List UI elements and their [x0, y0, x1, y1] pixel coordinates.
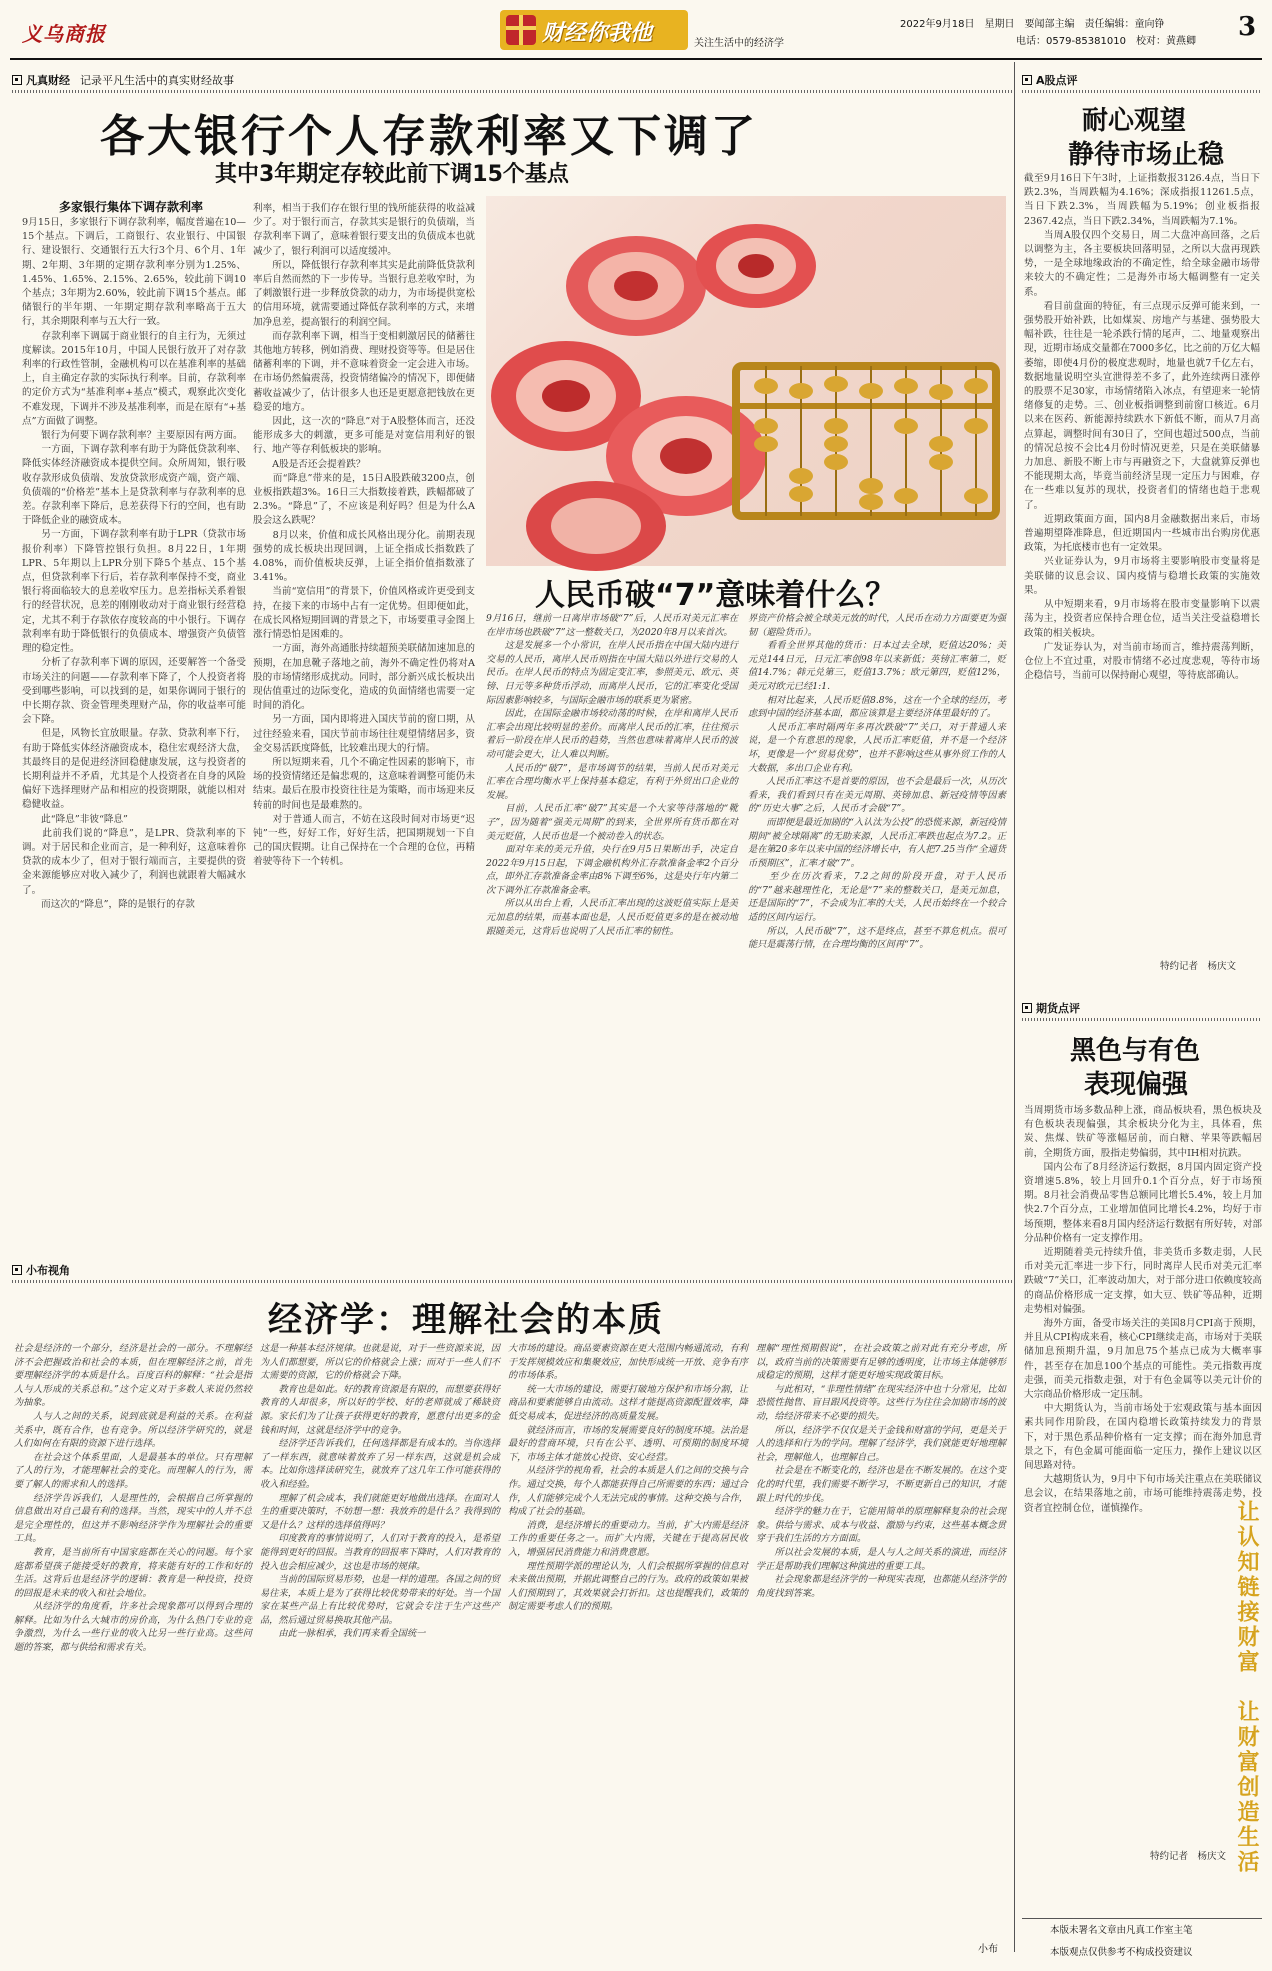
sidebar-b-author: 特约记者 杨庆文: [1150, 1851, 1227, 1862]
a-share-tag: [1022, 72, 1078, 88]
abacus-graphic: [736, 366, 996, 516]
futures-tag-rule: [1022, 1018, 1260, 1021]
tag-square-icon: [12, 1265, 22, 1275]
main-tag-rule: [12, 90, 1012, 93]
futures-tag-label: 期货点评: [1036, 1002, 1080, 1015]
article2-col2: 界资产价格会被全球美元放的时代，人民币在动力方面要更为强韧（避险货币）。 看看全世界其他的货币：日本过去全球，贬值达20%；美元兑144日元，日元汇率创98年以来新低；英镑汇率第二，贬值14.7%；韩元兑第三，贬值13.7%；欧元第四，贬值12%，美元对欧元已经1:1. 相对比起来，人民币贬值8.8%，这在一个全球的经历，考虑到中国的经济基本面，都应该算是主要经济体里最好的了。 人民币汇率时隔两年多再次跌破“7”关口，对于普通人来说，是一个有意思的现象，人民币汇率贬值，并不是一个经济坏，更像是一个“贸易优势”，也并不影响这些从事外贸工作的人大数据，多出口企业有利。 人民币汇率这不是首要的原因，也不会是最后一次，从历次看来，我们看到只有在美元周期、英镑加息、新冠疫情等因素的“历史大事”之后，人民币才会破“7”。 而即便是最近加剧的“入认汰为公投”的恐慌来源，新冠疫情期间“被全球隔离”的无助来源，人民币汇率跌也起点为7.2。正是在第20多年以来中国的经济增长中，有人把7.25当作“全通货币预期区”，汇率才破“7”。 至少在历次看来，7.2之间的阶段开盘，对于人民币的“7”越来越理性化，无论是“7”来的整数关口，是美元加息，还是国际的“7”，不会成为汇率的大关，人民币始终在一个较合适的区间内运行。 所以，人民币破“7”，这不是终点，甚至不算危机点。很可能只是震荡行情，在合理均衡的区间再“7”。: [748, 613, 1006, 951]
article3-byline: 小布: [978, 1944, 998, 1955]
vertical-slogan: 让认知链接财富 让财富创造生活: [1234, 1500, 1259, 1875]
masthead: [0, 0, 1272, 58]
masthead-rule: [10, 58, 1262, 60]
article2-col1: 9月16日，继前一日离岸市场破“7”后，人民币对美元汇率在在岸市场也跌破“7”这一整数关口，为2020年8月以来首次。 这是发展多一个小常识，在岸人民币指在中国大陆内进行交易的人民币，离岸人民币则指在中国大陆以外进行交易的人民币。在岸人民币的特点为固定变汇率，参照美元、欧元、英镑、日元等多种货币浮动，而离岸人民币，它的汇率变化受国际因素影响较多，与国际金融市场的联系更为紧密。 因此，在国际金融市场较动荡的时候，在岸和离岸人民币汇率会出现比较明显的差价。而离岸人民币的汇率，往往预示着后一阶段在岸人民币的趋势，当然也意味着离岸人民币的波动可能会更大，让人难以判断。 人民币的“破7”，是市场调节的结果，当前人民币对美元汇率在合理均衡水平上保持基本稳定，有利于外贸出口企业的发展。 目前，人民币汇率“破7”其实是一个大家等待落地的“靴子”，因为随着“强美元周期”的到来，全世界所有货币都在对美元贬值，人民币也是一个被动卷入的状态。 面对年来的美元升值，央行在9月5日果断出手，决定自2022年9月15日起，下调金融机构外汇存款准备金率2个百分点，即外汇存款准备金率由8%下调至6%，这是央行年内第二次下调外汇存款准备金率。 所以从出台上看，人民币汇率出现的这波贬值实际上是美元加息的结果，而基本面也是，人民币贬值更多的是在被动地跟随美元，这背后也说明了人民币汇率的韧性。: [486, 613, 738, 937]
footer-note-1: 本版未署名文章由凡真工作室主笔: [1050, 1925, 1193, 1936]
sidebar-divider: [1014, 62, 1015, 1952]
tag-square-icon: [12, 75, 22, 85]
section-banner: [500, 10, 688, 50]
section-tagline: 关注生活中的经济学: [694, 38, 784, 49]
article1-col1: 9月15日，多家银行下调存款利率，幅度普遍在10—15个基点。下调后，工商银行、农业银行、中国银行、建设银行、交通银行五大行3个月、6个月、1年期、2年期、3年期的定期存款利率分别为1.25%、1.45%、1.65%、2.15%、2.65%，较此前下调10个基点；3年期为2.60%，较此前下调15个基点。邮储银行的半年期、一年期定期存款利率略高于五大行，其余期限利率与五大行一致。 存款利率下调属于商业银行的自主行为，无须过度解读。2015年10月，中国人民银行放开了对存款利率的行政性管制，金融机构可以在基准利率的基础上，自主确定存款的实际执行利率。目前，存款利率的定价方式为“基准利率+基点”模式，观察此次变化不难发现，下调并不涉及基准利率，而是在原有“+基点”方面做了调整。 银行为何要下调存款利率？主要原因有两方面。 一方面，下调存款利率有助于为降低贷款利率、降低实体经济融资成本提供空间。众所周知，银行吸收存款形成负债端、发放贷款形成资产端，资产端、负债端的“价格差”基本上是贷款利率与存款利率的息差。存款利率下降后，息差获得下行的空间，也有助于降低企业的融资成本。 另一方面，下调存款利率有助于LPR（贷款市场报价利率）下降管控银行负担。8月22日，1年期LPR、5年期以上LPR分别下降5个基点、15个基点，但贷款利率下行后，若存款利率保持不变，商业银行将面临较大的息差收窄压力。息差指标关系着银行的经营状况，息差的刚刚收动对于商业银行经营稳定，尤其不利于存款依存度较高的中小银行。下调存款利率有助于降低银行的负债成本、增强资产负债管理的稳定性。 分析了存款利率下调的原因，还要解答一个备受市场关注的问题——存款利率下降了，个人投资者将受到哪些影响，可以找到的是，如果你调同于银行的中长期存款、资金管理类理财产品，你的收益率可能会下降。 但是，风物长宜放眼量。存款、贷款利率下行，有助于降低实体经济融资成本，稳住宏观经济大盘，其最终目的是促进经济回稳健康发展，这与投资者的长期利益并不矛盾，尤其是个人投资者在自身的风险偏好下选择理财产品和相应的投资期限，就能以相对稳健收益。 此“降息”非彼“降息” 此前我们说的“降息”，是LPR、贷款利率的下调。对于居民和企业而言，是一种利好，这意味着你贷款的成本少了，但对于银行端而言，主要提供的资金来源能够应对收入减少了，利润也就跟着大幅减水了。 而这次的“降息”，降的是银行的存款: [22, 217, 247, 910]
money-abacus-photo: [486, 196, 1006, 566]
a-share-tag-rule: [1022, 90, 1260, 93]
article1-col2: 利率，相当于我们存在银行里的钱所能获得的收益减少了。对于银行而言，存款其实是银行的负债端，当存款利率下调了，意味着银行要支出的负债成本也就减少了，银行利润可以适度缓冲。 所以，降低银行存款利率其实是此前降低贷款利率后自然而然的下一步传导。当银行息差收窄时，为了刺激银行进一步释放贷款的动力，为市场提供宽松的信用环境，就需要通过降低存款利率的方式，来增加净息差，提高银行的利润空间。 而存款利率下调，相当于变相刺激居民的储蓄往其他地方转移，例如消费、理财投资等等。但是居住储蓄利率的下调，并不意味着资金一定会进入市场。在市场仍然偏震荡，投资情绪偏冷的情况下，即便储蓄收益减少了，估计很多人也还是更愿意把钱放在更稳妥的地方。 因此，这一次的“降息”对于A股整体而言，还没能形成多大的刺激，更多可能是对宽信用利好的银行、地产等存利低板块的影响。 A股是否还会提着跌？ 而“降息”带来的是，15日A股跌破3200点，创业板指跌超3%。16日三大指数接着跌，跌幅都破了2.3%。“降息”了，不应该是利好吗？但是为什么A股会这么跌呢？ 8月以来，价值和成长风格出现分化。前期表现强势的成长板块出现回调，上证全指成长指数跌了4.08%，而价值板块反弹，上证全指价值指数涨了3.41%。 当前“宽信用”的背景下，价值风格或许更受到支持，在接下来的市场中占有一定优势。但即便如此，在成长风格短期回调的背景之下，市场要重寻金图上涨行情恐怕是困难的。 一方面，海外高通胀持续超预美联储加速加息的预期，在加息靴子落地之前，海外不确定性仍将对A股的市场情绪形成扰动。同时，部分新兴成长板块出现估值重过的边际变化，造成的负面情绪也需要一定时间的消化。 另一方面，国内即将进入国庆节前的窗口期，从过往经验来看，国庆节前市场往往观望情绪居多，资金交易活跃度降低，比较难出现大的行情。 所以短期来看，几个不确定性因素的影响下，市场的投资情绪还是偏悲观的，这意味着调整可能仍未结束。最后在股市投资往往是为策略，而市场迎来反转前的时间也是最难熬的。 对于普通人而言，不妨在这段时间对市场更“迟钝”一些，好好工作，好好生活，把国期规划一下自己的国庆假期。让自己保持在一个合理的仓位，再精着驶等待下一个转机。: [253, 203, 475, 868]
sidebar-a-body: 截至9月16日下午3时，上证指数报3126.4点，当日下跌2.3%，当周跌幅为4.16%；深成指报11261.5点，当日下跌2.3%，当周跌幅为5.19%；创业板指报2367.42点，当日下跌2.34%，当周跌幅为7.1%。 当周A股仅四个交易日，周二大盘冲高回落，之后以调整为主，各主要板块回落明显，之所以大盘再现跌势，一是全球地缘政治的不确定性，给全球金融市场带来较大的不确定性；二是海外市场大幅调整有一定关系。 看目前盘面的特征，有三点现示反弹可能来到，一强势股开始补跌，比如煤炭、房地产与基建、强势股大幅补跌，往往是一轮杀跌行情的尾声，二、地量观察出现，近期市场成交量都在7000多亿，比之前的万亿大幅萎缩，即使4月份的极度悲观时，地量也就7千亿左右，数据地量说明空头宣泄得差不多了，此外连续两日涨停的股票不足30家，市场情绪陷入冰点，有望迎来一轮情绪修复的走势。三、创业板指调整到前窗口核近。6月以来在医药、新能源持续跌水下新低不断，而从7月高点算起，调整时间有30日了，空间也超过500点，当前的情况总按不会比4月份时情况更差，只是在美联储暴力加息、新股不断上市与再融资之下，大盘就算反弹也不能现期太高，毕竟当前经济呈现一定压力与困难，存在一些难以复苏的现状，投资者们的情绪也趋于悲观了。 近期政策面方面，国内8月金融数据出来后，市场普遍期望降准降息，但近期国内一些城市出台购房优惠政策，为托底楼市也有一定效果。 兴业证券认为，9月市场将主要影响股市变量将是美联储的议息会议、国内疫情与稳增长政策的实施效果。 从中短期来看，9月市场将在股市变量影响下以震荡为主，投资者应保持合理仓位，适当关注受益稳增长政策的相关板块。 广发证券认为，对当前市场而言，维持震荡判断，仓位上不宜过重，对股市情绪不必过度悲观，等待市场企稳信号，当前可以保持耐心观望，等待底部确认。: [1024, 173, 1260, 682]
tag-square-icon: [1022, 1003, 1032, 1013]
sidebar-a-headline-1: 耐心观望: [1082, 106, 1187, 136]
sidebar-b-body-cont: [1024, 1502, 1232, 1842]
article1-subhead: 多家银行集体下调存款利率: [58, 200, 203, 214]
article3-col3: 大市场的建设。商品要素资源在更大范围内畅通流动，有利于发挥规模效应和集聚效应，加快形成统一开放、竞争有序的市场体系。 统一大市场的建设，需要打破地方保护和市场分割，让商品和要素能够自由流动。这样才能提高资源配置效率，降低交易成本，促进经济的高质量发展。 就经济而言，市场的发展需要良好的制度环境。法治是最好的营商环境，只有在公平、透明、可预期的制度环境下，市场主体才能放心投资、安心经营。 从经济学的视角看，社会的本质是人们之间的交换与合作。通过交换，每个人都能获得自己所需要的东西；通过合作，人们能够完成个人无法完成的事情。这种交换与合作，构成了社会的基础。 消费，是经济增长的重要动力。当前，扩大内需是经济工作的重要任务之一。而扩大内需，关键在于提高居民收入，增强居民消费能力和消费意愿。 理性预期学派的理论认为，人们会根据所掌握的信息对未来做出预期，并据此调整自己的行为。政府的政策如果被人们预期到了，其效果就会打折扣。这也提醒我们，政策的制定需要考虑人们的预期。: [508, 1343, 748, 1613]
contact-line: 电话：0579-85381010 校对：黄燕卿: [1016, 36, 1196, 47]
main-column-tag: [12, 72, 234, 88]
sidebar-a-headline-2: 静待市场止稳: [1068, 140, 1225, 170]
main-tag-label: 凡真财经: [26, 74, 70, 87]
footer-note-2: 本版观点仅供参考不构成投资建议: [1050, 1947, 1193, 1958]
main-tag-note: 记录平凡生活中的真实财经故事: [80, 74, 234, 87]
banknote-rolls-graphic: [486, 196, 1006, 566]
sidebar-b-headline-2: 表现偏强: [1084, 1070, 1189, 1100]
article1-headline: 各大银行个人存款利率又下调了: [100, 111, 758, 162]
gift-icon: [506, 15, 536, 45]
small-view-tag: [12, 1262, 70, 1278]
futures-tag: [1022, 1000, 1080, 1016]
article3-col2: 这是一种基本经济规律。也就是说，对于一些资源来说，因为人们都想要，所以它的价格就会上涨；而对于一些人们不太需要的资源，它的价格就会下降。 教育也是如此。好的教育资源是有限的，而想要获得好教育的人却很多，所以好的学校、好的老师就成了稀缺资源。家长们为了让孩子获得更好的教育，愿意付出更多的金钱和时间，这就是经济学中的竞争。 经济学还告诉我们，任何选择都是有成本的。当你选择了一样东西，就意味着放弃了另一样东西，这就是机会成本。比如你选择读研究生，就放弃了这几年工作可能获得的收入和经验。 理解了机会成本，我们就能更好地做出选择。在面对人生的重要决策时，不妨想一想：我放弃的是什么？我得到的又是什么？这样的选择值得吗？ 印度教育的事情说明了，人们对于教育的投入，是希望能得到更好的回报。当教育的回报率下降时，人们对教育的投入也会相应减少，这也是市场的规律。 当前的国际贸易形势，也是一样的道理。各国之间的贸易往来，本质上是为了获得比较优势带来的好处。当一个国家在某些产品上有比较优势时，它就会专注于生产这些产品，然后通过贸易换取其他产品。 由此一脉相承，我们再来看全国统一: [260, 1343, 500, 1640]
sidebar-a-author: 特约记者 杨庆文: [1160, 961, 1237, 972]
a-share-tag-label: A股点评: [1036, 74, 1078, 87]
date-line: 2022年9月18日 星期日 要闻部主编 责任编辑：童向铮: [900, 19, 1165, 30]
sidebar-b-body: 当周期货市场多数品种上涨，商品板块看，黑色板块及有色板块表现偏强，其余板块分化为主，具体看，焦炭、焦煤、铁矿等涨幅居前，而白糖、苹果等跌幅居前，全期货方面，股指走势偏弱，其中IH相对抗跌。 国内公布了8月经济运行数据，8月国内固定资产投资增速5.8%，较上月回升0.1个百分点，好于市场预期。8月社会消费品零售总额同比增长5.4%，较上月加快2.7个百分点，工业增加值同比增长4.2%，均好于市场预期，整体来看8月国内经济运行数据有所好转，对部分品种价格有一定支撑作用。 近期随着美元持续升值，非美货币多数走弱，人民币对美元汇率进一步下行，同时离岸人民币对美元汇率跌破“7”关口，汇率波动加大，对于部分进口依赖度较高的商品价格形成一定支撑，如大豆、铁矿等品种，近期走势相对偏强。 海外方面，备受市场关注的美国8月CPI高于预期，并且从CPI构成来看，核心CPI继续走高，市场对于美联储加息预期升温，9月加息75个基点已成为大概率事件，甚至存在加息100个基点的可能性。美元指数再度走强，而美元指数走强，对于有色金属等以美元计价的大宗商品价格形成一定压制。 中大期货认为，当前市场处于宏观政策与基本面因素共同作用阶段，在国内稳增长政策持续发力的背景下，对于黑色系品种价格有一定支撑；而在海外加息背景之下，有色金属可能面临一定压力，操作上建议以区间思路对待。 大越期货认为，9月中下旬市场关注重点在美联储议息会议，在结果落地之前，市场可能维持震荡走势，投资者宜控制仓位，谨慎操作。: [1024, 1105, 1262, 1514]
article3-col4: 理解“理性预期假说”，在社会政策之前对此有充分考虑，所以，政府当前的决策需要有足够的透明度，让市场主体能够形成稳定的预期，这样才能更好地实现政策目标。 与此相对，“非理性情绪”在现实经济中也十分常见，比如恐慌性抛售、盲目跟风投资等。这些行为往往会加剧市场的波动，给经济带来不必要的损失。 所以，经济学不仅仅是关于金钱和财富的学问，更是关于人的选择和行为的学问。理解了经济学，我们就能更好地理解社会，理解他人，也理解自己。 社会是在不断变化的，经济也是在不断发展的。在这个变化的时代里，我们需要不断学习，不断更新自己的知识，才能跟上时代的步伐。 经济学的魅力在于，它能用简单的原理解释复杂的社会现象。供给与需求、成本与收益、激励与约束，这些基本概念贯穿于我们生活的方方面面。 所以社会发展的本质，是人与人之间关系的演进，而经济学正是帮助我们理解这种演进的重要工具。 社会现象都是经济学的一种现实表现，也都能从经济学的角度找到答案。: [756, 1343, 1006, 1599]
article1-subheadline: 其中3年期定存较此前下调15个基点: [215, 162, 569, 187]
page-number: 3: [1238, 12, 1257, 42]
paper-name: 义乌商报: [22, 22, 106, 46]
sidebar-b-headline-1: 黑色与有色: [1070, 1036, 1201, 1066]
tag-square-icon: [1022, 75, 1032, 85]
small-view-tag-label: 小布视角: [26, 1264, 70, 1277]
article3-headline: 经济学：理解社会的本质: [268, 1300, 664, 1340]
small-view-tag-rule: [12, 1280, 1012, 1283]
footer-rule: [1022, 1918, 1262, 1919]
article3-col1: 社会是经济的一个部分，经济是社会的一部分。不理解经济不会把握政治和社会的本质，但在理解经济之前，首先要理解经济学的本质是什么。百度百科的解释：“社会是指人与人形成的关系总和。”这个定义对于多数人来说仍然较为抽象。 人与人之间的关系，说到底就是利益的关系。在利益关系中，既有合作，也有竞争。所以经济学研究的，就是人们如何在有限的资源下进行选择。 在社会这个体系里面，人是最基本的单位。只有理解了人的行为，才能理解社会的变化。而理解人的行为，需要了解人的需求和人的选择。 经济学告诉我们，人是理性的，会根据自己所掌握的信息做出对自己最有利的选择。当然，现实中的人并不总是完全理性的，但这并不影响经济学作为理解社会的重要工具。 教育，是当前所有中国家庭都在关心的问题。每个家庭都希望孩子能接受好的教育，将来能有好的工作和好的生活。这背后也是经济学的逻辑：教育是一种投资，投资的回报是未来的收入和社会地位。 从经济学的角度看，许多社会现象都可以得到合理的解释。比如为什么大城市的房价高，为什么热门专业的竞争激烈，为什么一些行业的收入比另一些行业高。这些问题的答案，都与供给和需求有关。: [14, 1343, 252, 1654]
section-title: 财经你我他: [542, 21, 653, 46]
article2-headline: 人民币破“7”意味着什么？: [535, 578, 896, 613]
